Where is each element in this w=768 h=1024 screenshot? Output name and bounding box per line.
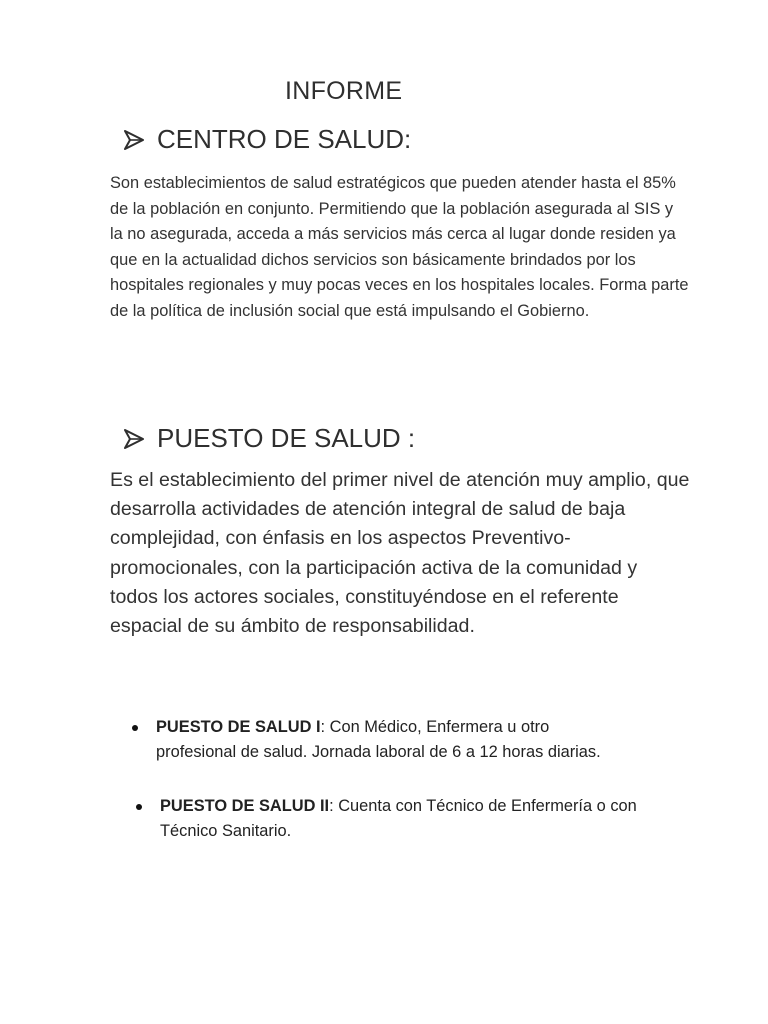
list-item-text: [160, 794, 660, 844]
list-item-label: PUESTO DE SALUD II: [160, 797, 330, 815]
section-heading-centro-de-salud: [123, 124, 411, 155]
list-item-text: [156, 715, 616, 765]
list-item-description: : Con Médico, Enfermera u otro profesional de salud. Jornada laboral de 6 a 12 horas diarias.: [156, 718, 601, 761]
list-item-description: : Cuenta con Técnico de Enfermería o con Técnico Sanitario.: [160, 797, 637, 840]
section-body-puesto-de-salud: Es el establecimiento del primer nivel de atención muy amplio, que desarrolla actividades de atención integral de salud de baja complejidad, con énfasis en los aspectos Preventivo-promocionales, con la participación activa de la comunidad y todos los actores sociales, constituyéndose en el referente espacial de su ámbito de responsabilidad.: [110, 469, 690, 638]
section-heading-label: PUESTO DE SALUD :: [157, 423, 416, 453]
arrowhead-bullet-icon: [123, 428, 145, 450]
section-heading-label: CENTRO DE SALUD:: [157, 124, 412, 154]
section-heading-puesto-de-salud: [123, 423, 415, 454]
section-body-centro-de-salud: Son establecimientos de salud estratégicos que pueden atender hasta el 85% de la población en conjunto. Permitiendo que la población asegurada al SIS y la no asegurada, acceda a más servicios más cerca al lugar donde residen ya que en la actualidad dichos servicios son básicamente brindados por los hospitales regionales y muy pocas veces en los hospitales locales. Forma parte de la política de inclusión social que está impulsando el Gobierno.: [110, 174, 689, 320]
bullet-dot-icon: [132, 725, 138, 731]
document-title: INFORME: [285, 77, 403, 105]
arrowhead-bullet-icon: [123, 129, 145, 151]
list-item-label: PUESTO DE SALUD I: [156, 718, 321, 736]
bullet-dot-icon: [136, 804, 142, 810]
